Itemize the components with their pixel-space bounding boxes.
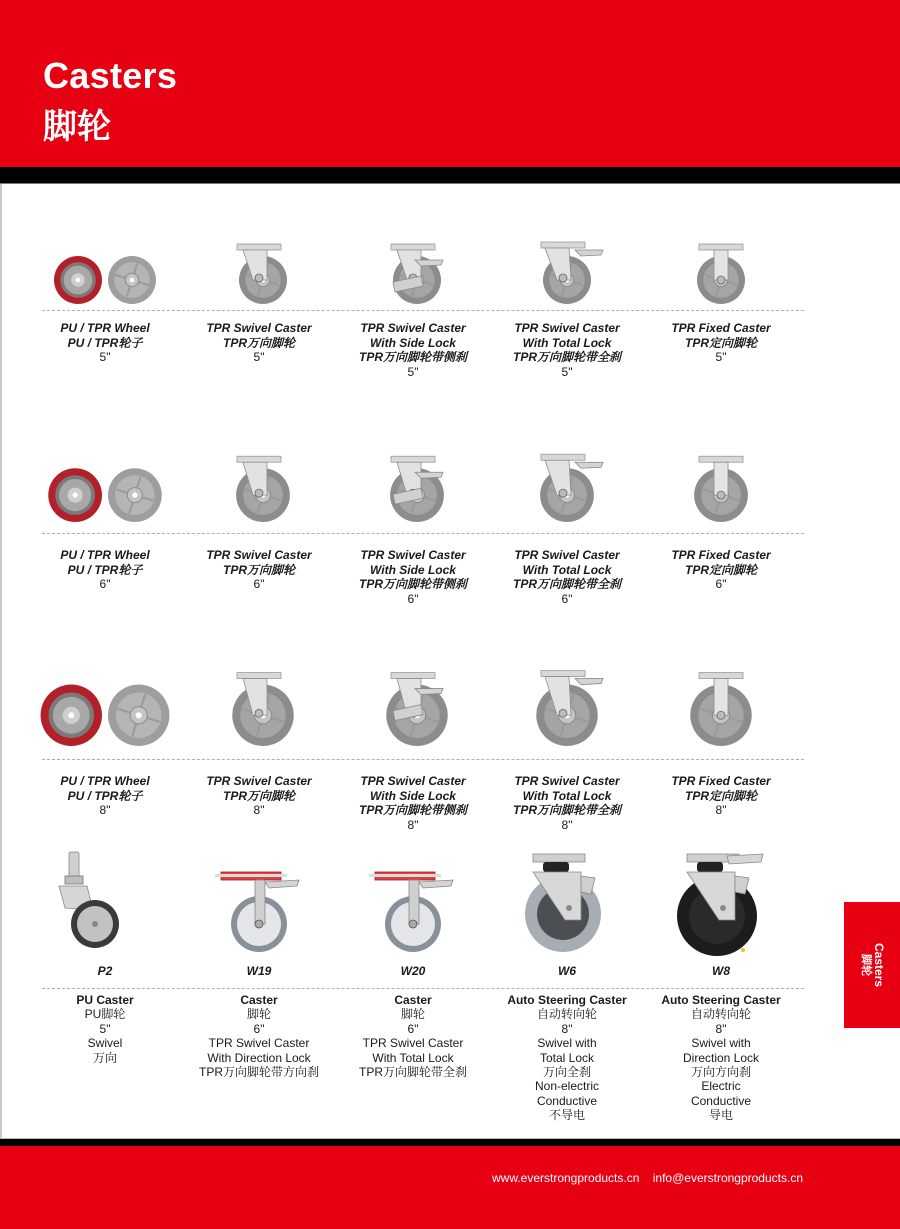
page-header xyxy=(0,0,900,167)
model-spec-line: Total Lock xyxy=(539,1050,595,1065)
model-spec-line: Electric xyxy=(701,1079,741,1094)
section-tab[interactable] xyxy=(844,902,900,1028)
product-name-line: TPR Swivel Caster xyxy=(514,774,620,788)
model-spec-line: TPR万向脚轮带方向刹 xyxy=(198,1065,319,1080)
model-spec-line: 万向方向刹 xyxy=(690,1065,751,1080)
product-name-line: TPR Fixed Caster xyxy=(671,321,771,335)
stem-caster-icon xyxy=(30,850,180,960)
product-name-line: With Total Lock xyxy=(522,335,612,350)
side-lock-caster-icon xyxy=(338,436,488,526)
model-spec-line: 脚轮 xyxy=(246,1007,271,1022)
model-spec-line: With Direction Lock xyxy=(207,1050,311,1065)
model-spec-line: 不导电 xyxy=(548,1108,585,1123)
product-image[interactable] xyxy=(492,218,642,313)
model-spec xyxy=(631,993,811,1123)
product-caption xyxy=(25,321,185,365)
product-name-line: TPR万向脚轮带侧刹 xyxy=(358,577,467,591)
left-border-line xyxy=(0,184,2,1139)
product-image[interactable] xyxy=(338,436,488,531)
product-name-line: PU / TPR Wheel xyxy=(60,774,150,788)
product-name-line: With Side Lock xyxy=(370,335,456,350)
website-link[interactable]: www.everstrongproducts.cn xyxy=(491,1171,640,1185)
product-caption xyxy=(487,774,647,832)
swivel-caster-icon xyxy=(184,436,334,526)
product-name-line: With Side Lock xyxy=(370,788,456,803)
product-size: 5" xyxy=(99,350,111,364)
product-size: 6" xyxy=(561,591,573,606)
row-divider xyxy=(42,988,804,989)
model-spec-line: 6" xyxy=(253,1021,265,1036)
product-name-line: PU / TPR轮子 xyxy=(67,788,143,803)
wheel-pair-icon xyxy=(30,660,180,750)
fixed-caster-icon xyxy=(646,660,796,750)
product-name-line: TPR Swivel Caster xyxy=(206,321,312,335)
model-spec-line: Conductive xyxy=(690,1093,752,1108)
page-title: Casters xyxy=(43,55,178,96)
model-spec-line: Swivel with xyxy=(537,1036,597,1051)
side-lock-caster-icon xyxy=(338,218,488,308)
product-image[interactable] xyxy=(338,660,488,755)
product-name-line: TPR万向脚轮带全刹 xyxy=(512,803,621,817)
model-spec-line: Conductive xyxy=(536,1093,598,1108)
product-image[interactable] xyxy=(338,218,488,313)
model-image[interactable] xyxy=(184,850,334,960)
model-spec-line: PU脚轮 xyxy=(84,1007,126,1022)
total-lock-caster-icon xyxy=(492,660,642,750)
footer-divider-bar xyxy=(0,1138,900,1146)
total-lock-caster-icon xyxy=(492,218,642,308)
product-name-line: TPR Swivel Caster xyxy=(360,548,466,562)
model-spec-line: With Total Lock xyxy=(372,1050,454,1065)
product-name-line: TPR Swivel Caster xyxy=(206,774,312,788)
model-title: Caster xyxy=(394,993,432,1007)
product-name-line: TPR定向脚轮 xyxy=(684,562,757,577)
model-spec xyxy=(477,993,657,1123)
product-image[interactable] xyxy=(30,660,180,755)
product-caption xyxy=(333,548,493,606)
product-size: 5" xyxy=(407,364,419,379)
model-spec-line: 脚轮 xyxy=(400,1007,425,1022)
product-caption xyxy=(179,774,339,818)
model-spec-line: 8" xyxy=(715,1021,727,1036)
model-spec-line: 万向全刹 xyxy=(542,1065,591,1080)
wheel-pair-icon xyxy=(30,218,180,308)
model-spec-line: Swivel xyxy=(87,1036,123,1051)
product-size: 6" xyxy=(407,591,419,606)
product-caption xyxy=(487,548,647,606)
product-name-line: TPR万向脚轮带全刹 xyxy=(512,350,621,364)
model-title: PU Caster xyxy=(76,993,134,1007)
auto-steering-caster-icon xyxy=(492,850,642,960)
product-name-line: TPR万向脚轮带侧刹 xyxy=(358,350,467,364)
product-image[interactable] xyxy=(30,218,180,313)
product-caption xyxy=(641,321,801,365)
product-name-line: TPR万向脚轮 xyxy=(222,562,295,577)
product-size: 6" xyxy=(253,577,265,591)
wheel-pair-icon xyxy=(30,436,180,526)
model-spec-line: TPR Swivel Caster xyxy=(208,1036,310,1051)
product-image[interactable] xyxy=(646,660,796,755)
model-code: W20 xyxy=(400,964,426,978)
side-lock-caster-icon xyxy=(338,660,488,750)
email-link[interactable]: info@everstrongproducts.cn xyxy=(652,1171,803,1185)
model-code: W19 xyxy=(246,964,272,978)
red-plate-caster-icon xyxy=(184,850,334,960)
page-footer xyxy=(0,1146,900,1229)
model-image[interactable] xyxy=(338,850,488,960)
product-size: 6" xyxy=(99,577,111,591)
product-name-line: PU / TPR Wheel xyxy=(60,321,150,335)
product-image[interactable] xyxy=(492,660,642,755)
model-spec-line: 8" xyxy=(561,1021,573,1036)
model-spec-line: Non-electric xyxy=(534,1079,600,1094)
product-size: 5" xyxy=(715,350,727,364)
model-spec-line: 6" xyxy=(407,1021,419,1036)
model-code: W6 xyxy=(558,964,576,978)
product-caption xyxy=(179,321,339,365)
product-name-line: PU / TPR轮子 xyxy=(67,335,143,350)
model-image[interactable] xyxy=(492,850,642,960)
model-spec-line: TPR Swivel Caster xyxy=(362,1036,464,1051)
model-spec xyxy=(169,993,349,1079)
model-title: Auto Steering Caster xyxy=(661,993,781,1007)
product-name-line: TPR万向脚轮带侧刹 xyxy=(358,803,467,817)
product-caption xyxy=(179,548,339,592)
product-image[interactable] xyxy=(492,436,642,531)
product-size: 8" xyxy=(715,803,727,817)
model-spec-line: 5" xyxy=(99,1021,111,1036)
model-spec-line: TPR万向脚轮带全刹 xyxy=(358,1065,467,1080)
product-name-line: TPR万向脚轮带全刹 xyxy=(512,577,621,591)
model-title: Auto Steering Caster xyxy=(507,993,627,1007)
product-size: 8" xyxy=(99,803,111,817)
product-name-line: With Total Lock xyxy=(522,788,612,803)
page-title-cn: 脚轮 xyxy=(43,107,111,147)
product-caption xyxy=(487,321,647,379)
product-caption xyxy=(641,774,801,818)
product-caption xyxy=(25,548,185,592)
model-spec-line: 导电 xyxy=(708,1108,733,1123)
product-size: 8" xyxy=(561,817,573,832)
product-name-line: TPR Fixed Caster xyxy=(671,774,771,788)
product-image[interactable] xyxy=(646,436,796,531)
product-name-line: TPR Swivel Caster xyxy=(514,548,620,562)
product-size: 5" xyxy=(253,350,265,364)
model-code: P2 xyxy=(97,964,113,978)
product-size: 8" xyxy=(253,803,265,817)
swivel-caster-icon xyxy=(184,660,334,750)
total-lock-caster-icon xyxy=(492,436,642,526)
product-name-line: TPR Swivel Caster xyxy=(360,321,466,335)
conductive-caster-icon xyxy=(646,850,796,960)
model-spec-line: 万向 xyxy=(92,1050,117,1065)
product-name-line: With Side Lock xyxy=(370,562,456,577)
product-name-line: With Total Lock xyxy=(522,562,612,577)
product-caption xyxy=(333,321,493,379)
product-name-line: TPR定向脚轮 xyxy=(684,788,757,803)
fixed-caster-icon xyxy=(646,436,796,526)
section-tab-label-cn: 脚轮 xyxy=(860,954,872,976)
product-image[interactable] xyxy=(184,660,334,755)
product-image[interactable] xyxy=(646,218,796,313)
model-spec-line: Direction Lock xyxy=(682,1050,760,1065)
model-title: Caster xyxy=(240,993,278,1007)
model-spec-line: 自动转向轮 xyxy=(690,1007,751,1022)
fixed-caster-icon xyxy=(646,218,796,308)
product-name-line: TPR定向脚轮 xyxy=(684,335,757,350)
model-spec-line: Swivel with xyxy=(691,1036,751,1051)
product-caption xyxy=(25,774,185,818)
swivel-caster-icon xyxy=(184,218,334,308)
model-image[interactable] xyxy=(646,850,796,960)
product-name-line: PU / TPR Wheel xyxy=(60,548,150,562)
header-divider-bar xyxy=(0,167,900,184)
product-name-line: PU / TPR轮子 xyxy=(67,562,143,577)
row-divider xyxy=(42,533,804,534)
row-divider xyxy=(42,759,804,760)
product-image[interactable] xyxy=(184,436,334,531)
section-tab-label: Casters xyxy=(872,942,886,988)
product-name-line: TPR万向脚轮 xyxy=(222,788,295,803)
product-name-line: TPR Swivel Caster xyxy=(360,774,466,788)
model-spec-line: 自动转向轮 xyxy=(536,1007,597,1022)
product-size: 6" xyxy=(715,577,727,591)
red-plate-caster-icon xyxy=(338,850,488,960)
model-image[interactable] xyxy=(30,850,180,960)
product-size: 5" xyxy=(561,364,573,379)
product-caption xyxy=(333,774,493,832)
product-image[interactable] xyxy=(30,436,180,531)
product-size: 8" xyxy=(407,817,419,832)
product-name-line: TPR Fixed Caster xyxy=(671,548,771,562)
model-code: W8 xyxy=(712,964,730,978)
product-caption xyxy=(641,548,801,592)
product-image[interactable] xyxy=(184,218,334,313)
model-spec xyxy=(15,993,195,1065)
product-name-line: TPR Swivel Caster xyxy=(514,321,620,335)
model-spec xyxy=(323,993,503,1079)
product-name-line: TPR Swivel Caster xyxy=(206,548,312,562)
product-name-line: TPR万向脚轮 xyxy=(222,335,295,350)
